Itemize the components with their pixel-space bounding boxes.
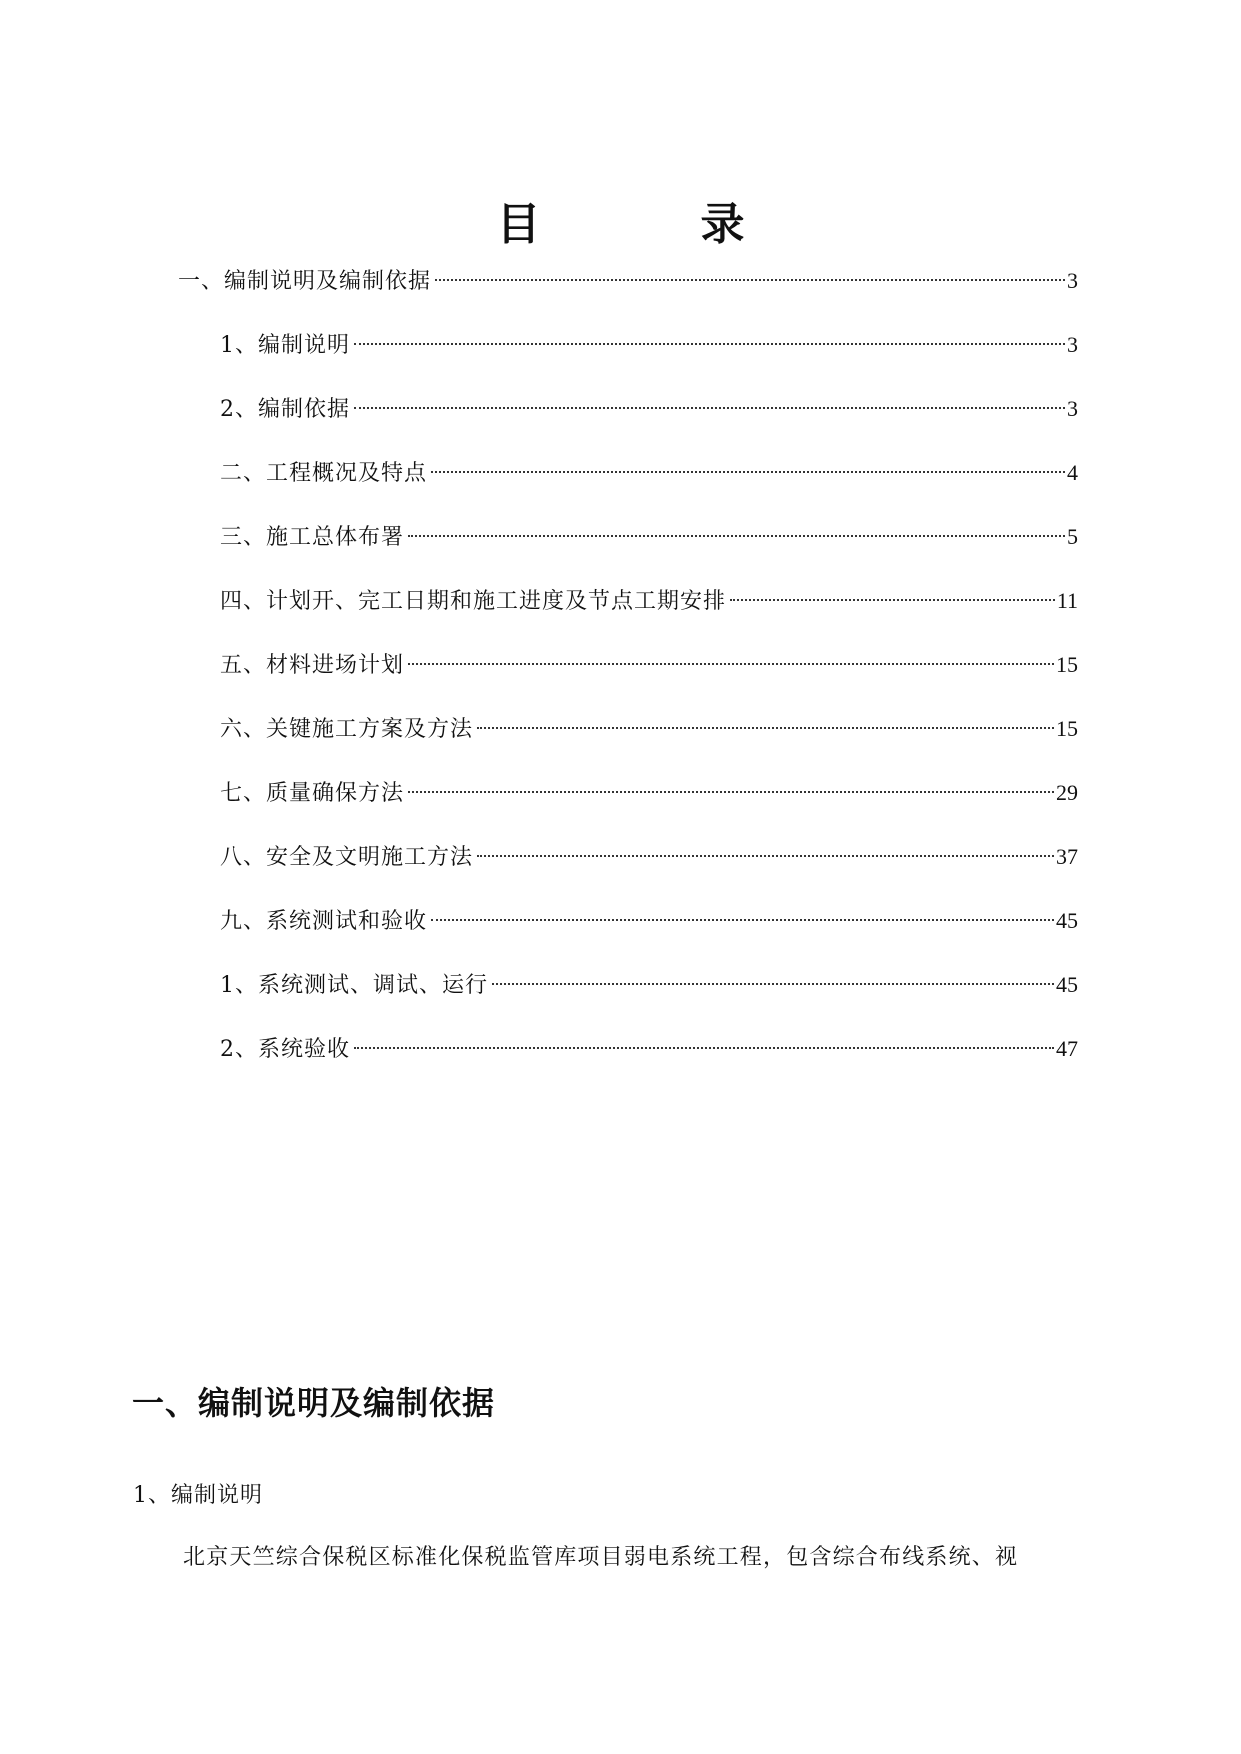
- dot-leader: [435, 279, 1065, 281]
- toc-entry-label: 七、质量确保方法: [220, 781, 405, 806]
- toc-entry[interactable]: [220, 584, 1078, 618]
- dot-leader: [431, 919, 1054, 921]
- toc-entry-label: 九、系统测试和验收: [220, 909, 428, 934]
- toc-entry-page: 3: [1067, 268, 1078, 293]
- toc-entry[interactable]: [220, 712, 1078, 746]
- toc-entry[interactable]: [220, 776, 1078, 810]
- dot-leader: [354, 407, 1065, 409]
- toc-entry-page: 15: [1056, 652, 1078, 677]
- toc-entry[interactable]: [220, 1032, 1078, 1066]
- dot-leader: [730, 599, 1055, 601]
- toc-entry-page: 47: [1056, 1036, 1078, 1061]
- dot-leader: [354, 1047, 1054, 1049]
- toc-entry-label: 2、系统验收: [220, 1037, 350, 1062]
- toc-entry-page: 45: [1056, 908, 1078, 933]
- toc-entry-label: 四、计划开、完工日期和施工进度及节点工期安排: [220, 589, 727, 614]
- toc-entry-label: 1、编制说明: [220, 333, 350, 358]
- toc-entry-label: 2、编制依据: [220, 397, 350, 422]
- toc-entry-page: 3: [1067, 396, 1078, 421]
- toc-entry[interactable]: [220, 648, 1078, 682]
- dot-leader: [408, 663, 1054, 665]
- toc-entry-label: 三、施工总体布署: [220, 525, 405, 550]
- toc-entry[interactable]: [220, 520, 1078, 554]
- toc-entry-page: 3: [1067, 332, 1078, 357]
- dot-leader: [431, 471, 1065, 473]
- toc-entry[interactable]: [220, 840, 1078, 874]
- toc-entry-page: 5: [1067, 524, 1078, 549]
- toc-entry[interactable]: [178, 264, 1078, 298]
- section-heading: 一、编制说明及编制依据: [132, 1384, 496, 1422]
- toc-entry-page: 29: [1056, 780, 1078, 805]
- toc-title: 目 录: [496, 199, 803, 250]
- toc-entry-label: 五、材料进场计划: [220, 653, 405, 678]
- toc-entry-label: 六、关键施工方案及方法: [220, 717, 474, 742]
- subsection-heading: 1、编制说明: [133, 1483, 263, 1508]
- body-paragraph: 北京天竺综合保税区标准化保税监管库项目弱电系统工程，包含综合布线系统、视: [183, 1545, 1019, 1570]
- toc-entry-label: 二、工程概况及特点: [220, 461, 428, 486]
- toc-entry[interactable]: [220, 328, 1078, 362]
- dot-leader: [354, 343, 1065, 345]
- toc-entry-page: 4: [1067, 460, 1078, 485]
- toc-entry-page: 15: [1056, 716, 1078, 741]
- toc-entry[interactable]: [220, 392, 1078, 426]
- toc-entry-page: 45: [1056, 972, 1078, 997]
- dot-leader: [492, 983, 1054, 985]
- toc-entry-page: 37: [1056, 844, 1078, 869]
- toc-entry-page: 11: [1056, 588, 1078, 613]
- toc-entry[interactable]: [220, 456, 1078, 490]
- toc-entry[interactable]: [220, 904, 1078, 938]
- toc-entry-label: 1、系统测试、调试、运行: [220, 973, 488, 998]
- toc-entry-label: 一、编制说明及编制依据: [178, 269, 432, 294]
- dot-leader: [477, 727, 1054, 729]
- toc-entry[interactable]: [220, 968, 1078, 1002]
- toc-entry-label: 八、安全及文明施工方法: [220, 845, 474, 870]
- dot-leader: [408, 535, 1065, 537]
- dot-leader: [477, 855, 1054, 857]
- dot-leader: [408, 791, 1054, 793]
